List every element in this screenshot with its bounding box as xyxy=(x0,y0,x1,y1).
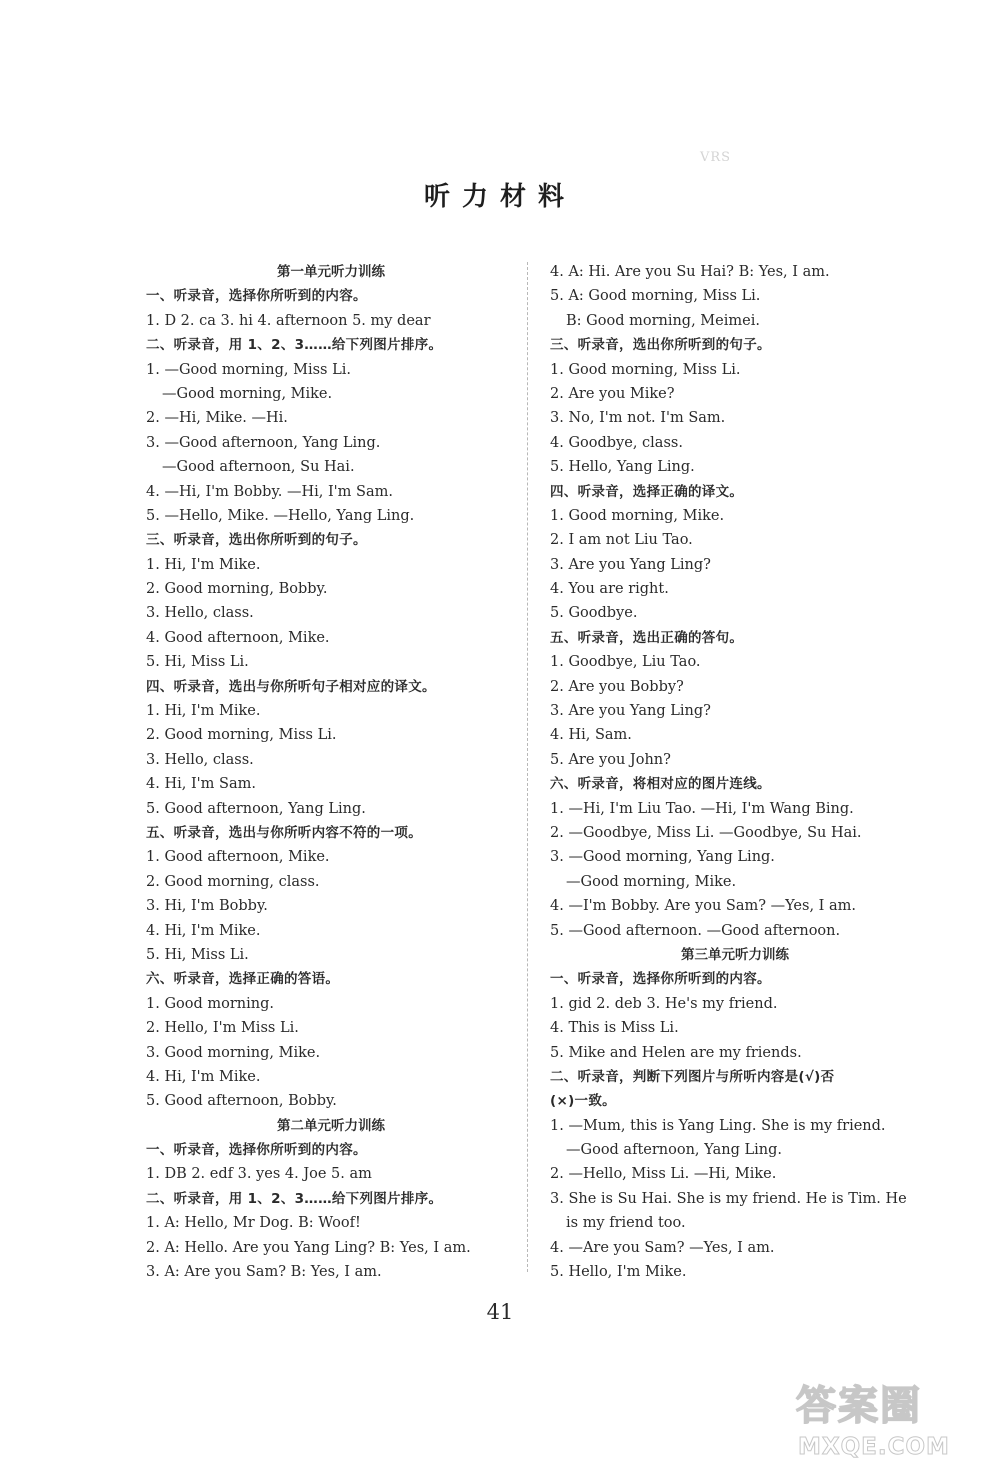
section-heading: 六、听录音，将相对应的图片连线。 xyxy=(550,776,771,793)
text-line: —Good afternoon, Yang Ling. xyxy=(566,1142,782,1159)
text-line: 3. Good morning, Mike. xyxy=(146,1044,321,1061)
right-column xyxy=(550,260,920,1284)
text-line: 4. Hi, I'm Mike. xyxy=(146,922,261,939)
text-line: 1. DB 2. edf 3. yes 4. Joe 5. am xyxy=(146,1166,372,1183)
text-line: 4. A: Hi. Are you Su Hai? B: Yes, I am. xyxy=(550,264,830,280)
section-heading: 四、听录音，选出与你所听句子相对应的译文。 xyxy=(146,678,436,695)
unit-heading: 第一单元听力训练 xyxy=(277,264,385,280)
text-line: 4. Goodbye, class. xyxy=(550,434,683,451)
text-line: 2. Are you Mike? xyxy=(550,385,675,402)
text-line: 3. —Good morning, Yang Ling. xyxy=(550,849,775,866)
text-line: 1. Good morning. xyxy=(146,995,274,1012)
text-line: 3. Hello, class. xyxy=(146,751,254,768)
text-line: —Good morning, Mike. xyxy=(162,385,333,402)
text-line: 1. Goodbye, Liu Tao. xyxy=(550,654,701,671)
text-line: 5. Goodbye. xyxy=(550,605,638,622)
text-line: 2. I am not Liu Tao. xyxy=(550,532,693,549)
text-line: 4. This is Miss Li. xyxy=(550,1020,679,1037)
text-line: 5. —Hello, Mike. —Hello, Yang Ling. xyxy=(146,507,415,524)
text-line: 5. Are you John? xyxy=(550,751,671,768)
text-line: 1. Good morning, Miss Li. xyxy=(550,361,741,378)
text-line: 1. gid 2. deb 3. He's my friend. xyxy=(550,995,778,1012)
column-divider xyxy=(527,262,528,1272)
text-line: 5. Good afternoon, Bobby. xyxy=(146,1093,337,1110)
section-heading: 三、听录音，选出你所听到的句子。 xyxy=(146,532,367,549)
text-line: 4. Hi, Sam. xyxy=(550,727,632,744)
text-line: 3. No, I'm not. I'm Sam. xyxy=(550,410,726,427)
text-line: 2. Are you Bobby? xyxy=(550,678,684,695)
section-heading: 三、听录音，选出你所听到的句子。 xyxy=(550,337,771,354)
text-line: 2. Good morning, class. xyxy=(146,873,320,890)
text-line: —Good morning, Mike. xyxy=(566,873,737,890)
text-line: 5. A: Good morning, Miss Li. xyxy=(550,288,761,305)
text-line: 3. Are you Yang Ling? xyxy=(550,556,711,573)
section-heading: 一、听录音，选择你所听到的内容。 xyxy=(146,288,367,305)
text-line: 4. —Hi, I'm Bobby. —Hi, I'm Sam. xyxy=(146,483,393,500)
text-line: 3. Hi, I'm Bobby. xyxy=(146,898,268,915)
text-line: 1. A: Hello, Mr Dog. B: Woof! xyxy=(146,1215,361,1232)
text-line: 2. Good morning, Bobby. xyxy=(146,581,328,598)
text-line: 4. —I'm Bobby. Are you Sam? —Yes, I am. xyxy=(550,898,857,915)
text-line: B: Good morning, Meimei. xyxy=(566,312,760,329)
text-line: 2. —Hello, Miss Li. —Hi, Mike. xyxy=(550,1166,777,1183)
text-line: 2. —Goodbye, Miss Li. —Goodbye, Su Hai. xyxy=(550,824,862,841)
page-title: 听力材料 xyxy=(423,182,576,212)
unit-heading: 第三单元听力训练 xyxy=(681,946,789,963)
text-line: 4. You are right. xyxy=(550,581,669,598)
text-line: 5. Hi, Miss Li. xyxy=(146,946,249,963)
text-line: 3. She is Su Hai. She is my friend. He is Tim. He xyxy=(550,1190,907,1207)
text-line: 2. Hello, I'm Miss Li. xyxy=(146,1020,299,1037)
text-line: 1. Hi, I'm Mike. xyxy=(146,556,261,573)
text-line: 1. —Good morning, Miss Li. xyxy=(146,361,351,378)
text-line: 3. Hello, class. xyxy=(146,605,254,622)
text-line: 1. —Mum, this is Yang Ling. She is my friend. xyxy=(550,1117,886,1134)
text-line: 2. Good morning, Miss Li. xyxy=(146,727,337,744)
text-line: 1. D 2. ca 3. hi 4. afternoon 5. my dear xyxy=(146,312,431,329)
text-line: 3. —Good afternoon, Yang Ling. xyxy=(146,434,381,451)
unit-heading: 第二单元听力训练 xyxy=(277,1117,385,1134)
text-line: 4. Hi, I'm Sam. xyxy=(146,776,256,793)
text-line: 3. Are you Yang Ling? xyxy=(550,703,711,720)
corner-mark: VRS xyxy=(700,150,732,165)
watermark-logo xyxy=(796,1382,996,1468)
text-line: 4. —Are you Sam? —Yes, I am. xyxy=(550,1239,775,1256)
text-line: 5. Hello, I'm Mike. xyxy=(550,1264,687,1281)
left-column xyxy=(146,260,516,1284)
section-heading: 一、听录音，选择你所听到的内容。 xyxy=(146,1142,367,1159)
section-heading: 二、听录音，用 1、2、3……给下列图片排序。 xyxy=(146,1190,443,1207)
page-number: 41 xyxy=(486,1300,514,1324)
section-heading: 六、听录音，选择正确的答语。 xyxy=(146,971,340,988)
text-line: 1. Good afternoon, Mike. xyxy=(146,849,330,866)
section-heading: 一、听录音，选择你所听到的内容。 xyxy=(550,971,771,988)
text-line: 5. —Good afternoon. —Good afternoon. xyxy=(550,922,841,939)
text-line: 1. Good morning, Mike. xyxy=(550,507,725,524)
section-heading: 二、听录音，判断下列图片与所听内容是(√)否 xyxy=(550,1068,835,1085)
watermark-url: MXQE.COM xyxy=(798,1434,950,1460)
text-line: 5. Mike and Helen are my friends. xyxy=(550,1044,802,1061)
text-line: is my friend too. xyxy=(566,1215,686,1232)
text-line: 4. Hi, I'm Mike. xyxy=(146,1068,261,1085)
section-heading: 四、听录音，选择正确的译文。 xyxy=(550,483,744,500)
section-heading: 五、听录音，选出正确的答句。 xyxy=(550,629,744,646)
text-line: 2. —Hi, Mike. —Hi. xyxy=(146,410,288,427)
text-line: 2. A: Hello. Are you Yang Ling? B: Yes, I am. xyxy=(146,1239,471,1256)
text-line: 5. Hi, Miss Li. xyxy=(146,654,249,671)
text-line: 4. Good afternoon, Mike. xyxy=(146,629,330,646)
section-heading: 二、听录音，用 1、2、3……给下列图片排序。 xyxy=(146,337,443,354)
watermark-title: 答案圈 xyxy=(796,1383,922,1429)
text-line: 1. —Hi, I'm Liu Tao. —Hi, I'm Wang Bing. xyxy=(550,800,854,817)
text-line: 5. Good afternoon, Yang Ling. xyxy=(146,800,366,817)
text-line: 1. Hi, I'm Mike. xyxy=(146,703,261,720)
text-line: —Good afternoon, Su Hai. xyxy=(162,459,355,476)
section-heading: (×)一致。 xyxy=(550,1093,616,1110)
section-heading: 五、听录音，选出与你所听内容不符的一项。 xyxy=(146,824,422,841)
text-line: 5. Hello, Yang Ling. xyxy=(550,459,695,476)
text-line: 3. A: Are you Sam? B: Yes, I am. xyxy=(146,1264,382,1281)
